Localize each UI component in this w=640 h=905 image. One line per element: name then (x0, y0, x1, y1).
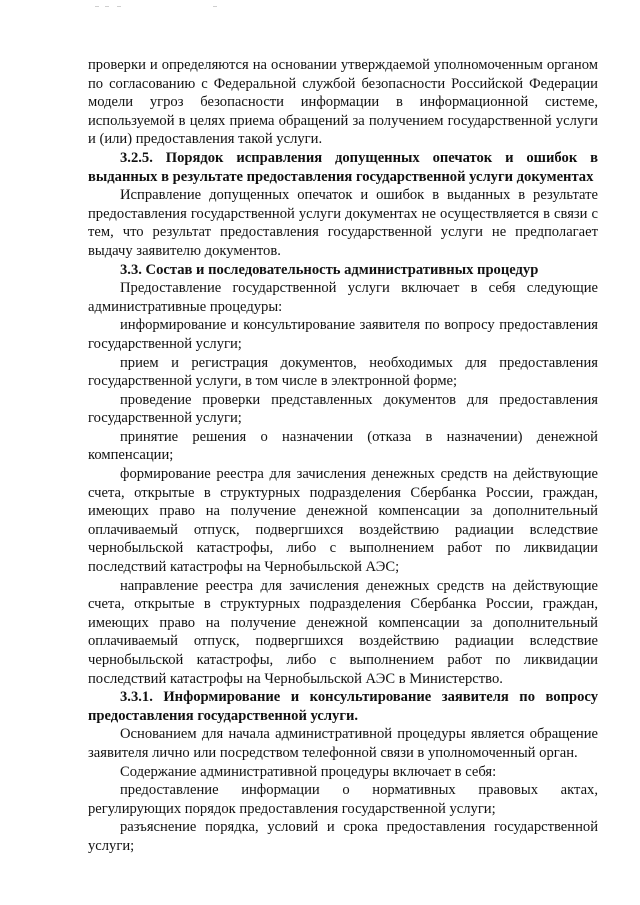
list-item-legal-info: предоставление информации о нормативных правовых актах, регулирующих порядок предоставления государственной услуги; (88, 782, 598, 817)
paragraph-procedures-intro: Предоставление государственной услуги включает в себя следующие административные процедуры: (88, 280, 598, 315)
section-heading-3-2-5: 3.2.5. Порядок исправления допущенных опечаток и ошибок в выданных в результате предоставления государственной услуги документах (88, 149, 598, 185)
list-item-registry-sending: направление реестра для зачисления денежных средств на действующие счета, открытые в структурных подразделения Сбербанка России, граждан, имеющих право на получение денежной компенсации за дополнительный оплачиваемый отпуск, подвергшихся воздействию радиации вследствие чернобыльской катастрофы, либо с выполнением работ по ликвидации последствий катастрофы на Чернобыльской АЭС в Министерство. (88, 577, 598, 687)
list-item-decision: принятие решения о назначении (отказа в назначении) денежной компенсации; (88, 428, 598, 464)
paragraph-corrections: Исправление допущенных опечаток и ошибок в выданных в результате предоставления государственной услуги документах не осуществляется в связи с тем, что результат предоставления государственной услуги не предполагает выдачу заявителю документов. (88, 187, 598, 259)
list-item-verification: проведение проверки представленных документов для предоставления государственной услуги; (88, 391, 598, 427)
paragraph-grounds: Основанием для начала административной процедуры является обращение заявителя лично или посредством телефонной связи в уполномоченный орган. (88, 726, 598, 761)
section-heading-3-3-1: 3.3.1. Информирование и консультирование заявителя по вопросу предоставления государственной услуги. (88, 689, 598, 724)
document-body (88, 56, 598, 856)
paragraph-threat-model: проверки и определяются на основании утверждаемой уполномоченным органом по согласованию с Федеральной службой безопасности Российской Федерации модели угроз безопасности информации в информационной системе, используемой в целях приема обращений за получением государственной услуги и (или) предоставления такой услуги. (88, 57, 598, 148)
paragraph-content-intro: Содержание административной процедуры включает в себя: (120, 763, 497, 780)
list-item-informing: информирование и консультирование заявителя по вопросу предоставления государственной услуги; (88, 317, 598, 352)
list-item-registry-forming: формирование реестра для зачисления денежных средств на действующие счета, открытые в структурных подразделения Сбербанка России, граждан, имеющих право на получение денежной компенсации за дополнительный оплачиваемый отпуск, подвергшихся воздействию радиации вследствие чернобыльской катастрофы, либо с выполнением работ по ликвидации последствий катастрофы на Чернобыльской АЭС; (88, 466, 598, 576)
section-heading-3-3: 3.3. Состав и последовательность административных процедур (120, 261, 539, 278)
list-item-reception: прием и регистрация документов, необходимых для предоставления государственной услуги, в том числе в электронной форме; (88, 354, 598, 390)
scan-marks (95, 6, 235, 10)
list-item-explanation: разъяснение порядка, условий и срока предоставления государственной услуги; (88, 819, 598, 854)
